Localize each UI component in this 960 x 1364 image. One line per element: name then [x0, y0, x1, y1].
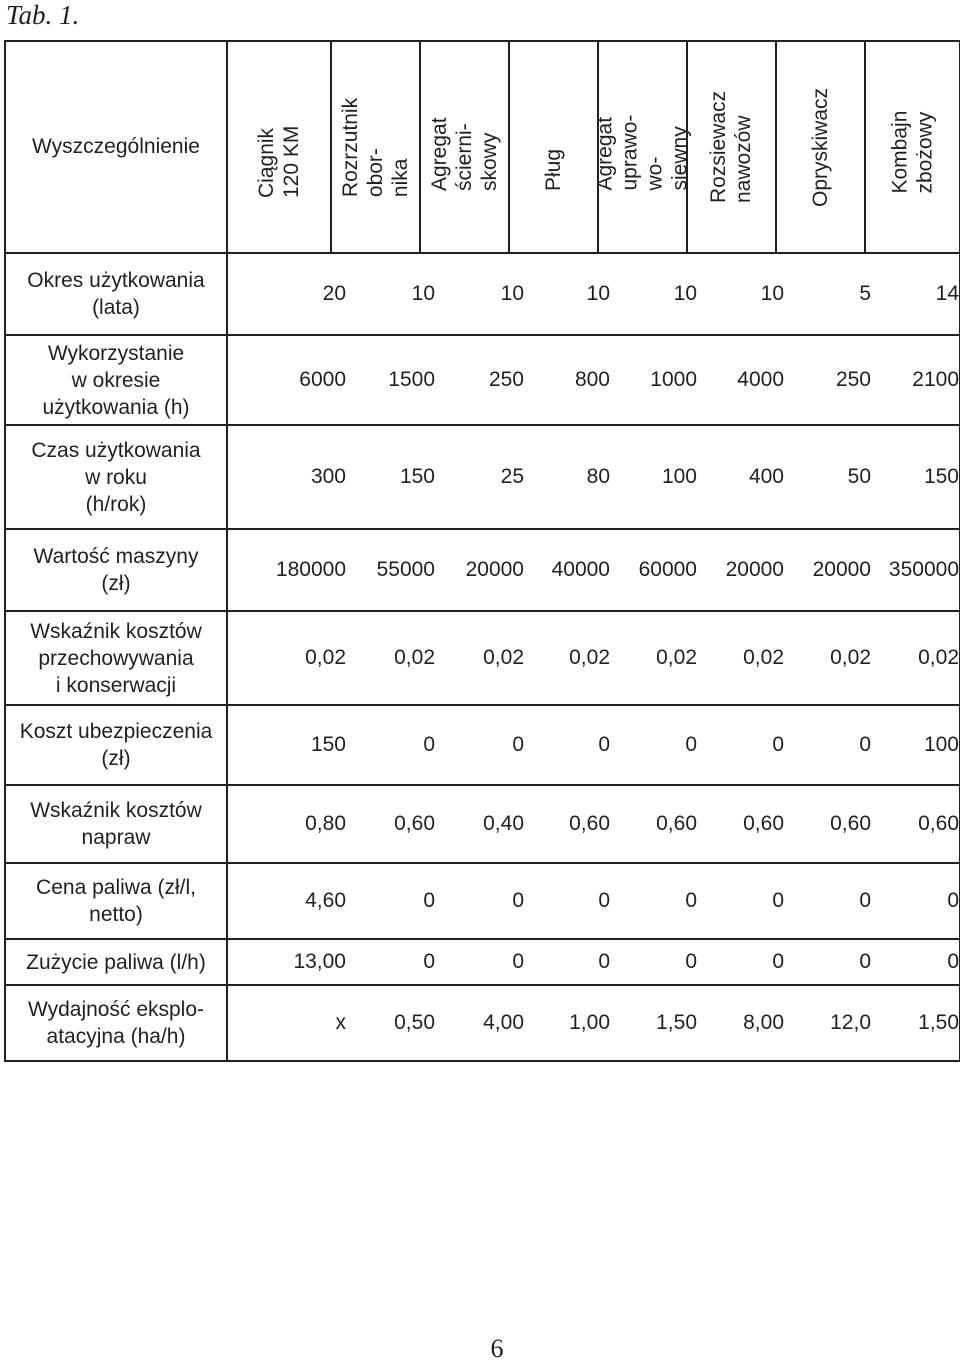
column-header-label: Agregat ścierni- skowy	[428, 116, 501, 191]
table-row	[5, 785, 960, 863]
table-cell: 350000	[888, 558, 959, 581]
table-cell: 100	[661, 465, 697, 488]
table-cell: 0	[423, 889, 435, 912]
table-cell: 0,60	[569, 812, 610, 835]
table-cell: 250	[488, 368, 524, 391]
table-cell: 40000	[551, 558, 610, 581]
table-cell: 0	[947, 950, 959, 973]
table-cell: 300	[310, 465, 346, 488]
table-row	[5, 611, 960, 705]
table-cell: 0,02	[918, 646, 959, 669]
row-label: Koszt ubezpieczenia (zł)	[5, 705, 227, 785]
column-header-label: Pług	[542, 148, 565, 191]
row-values	[227, 863, 960, 939]
table-caption: Tab. 1.	[6, 0, 80, 30]
table-cell: 150	[310, 733, 346, 756]
table-cell: 10	[411, 282, 435, 305]
column-header	[331, 41, 420, 253]
table-cell: 50	[847, 465, 871, 488]
header-corner: Wyszczególnienie	[5, 41, 227, 253]
column-header	[227, 41, 331, 253]
row-label: Wskaźnik kosztów napraw	[5, 785, 227, 863]
table-cell: 20000	[812, 558, 871, 581]
table-cell: x	[335, 1011, 346, 1034]
table-cell: 0	[772, 733, 784, 756]
table-cell: 10	[673, 282, 697, 305]
table-cell: 12,0	[830, 1011, 871, 1034]
table-cell: 20000	[465, 558, 524, 581]
table-cell: 0	[598, 889, 610, 912]
table-row	[5, 425, 960, 529]
table-cell: 0,02	[656, 646, 697, 669]
table-cell: 0	[772, 889, 784, 912]
table-cell: 0	[859, 733, 871, 756]
table-row	[5, 863, 960, 939]
table-cell: 8,00	[743, 1011, 784, 1034]
column-header-label: Agregat uprawo- wo-siewny	[593, 114, 692, 191]
table-cell: 150	[399, 465, 435, 488]
table-cell: 4000	[737, 368, 784, 391]
table-cell: 0,50	[394, 1011, 435, 1034]
table-cell: 20000	[725, 558, 784, 581]
table-cell: 10	[760, 282, 784, 305]
row-label: Okres użytkowania (lata)	[5, 253, 227, 335]
table-row	[5, 253, 960, 335]
column-header	[776, 41, 865, 253]
table-cell: 0	[685, 950, 697, 973]
table-cell: 0	[598, 950, 610, 973]
row-values	[227, 425, 960, 529]
table-cell: 80	[586, 465, 610, 488]
table-row	[5, 985, 960, 1061]
row-values	[227, 335, 960, 425]
data-table	[4, 40, 960, 1062]
table-cell: 25	[500, 465, 524, 488]
table-cell: 5	[859, 282, 871, 305]
table-cell: 800	[574, 368, 610, 391]
column-header-label: Kombajn zbożowy	[888, 110, 937, 194]
page-number: 6	[490, 1334, 504, 1363]
table-cell: 0	[685, 733, 697, 756]
table-cell: 180000	[275, 558, 346, 581]
table-cell: 13,00	[293, 950, 346, 973]
table-cell: 400	[748, 465, 784, 488]
table-cell: 0,02	[743, 646, 784, 669]
row-values	[227, 785, 960, 863]
table-cell: 20	[322, 282, 346, 305]
table-cell: 0	[423, 950, 435, 973]
table-cell: 0,40	[483, 812, 524, 835]
table-cell: 14	[935, 282, 959, 305]
table-cell: 4,60	[305, 889, 346, 912]
row-values	[227, 611, 960, 705]
table-cell: 0,80	[305, 812, 346, 835]
column-header-label: Opryskiwacz	[809, 87, 832, 207]
column-header	[593, 41, 692, 253]
column-header	[865, 41, 960, 253]
row-values	[227, 939, 960, 985]
table-cell: 10	[586, 282, 610, 305]
header-row	[5, 41, 960, 253]
table-cell: 10	[500, 282, 524, 305]
table-cell: 6000	[299, 368, 346, 391]
table-cell: 0	[947, 889, 959, 912]
column-header	[687, 41, 776, 253]
table-cell: 60000	[638, 558, 697, 581]
table-cell: 250	[835, 368, 871, 391]
table-cell: 1000	[650, 368, 697, 391]
table-row	[5, 335, 960, 425]
table-cell: 0,02	[830, 646, 871, 669]
table-cell: 0	[598, 733, 610, 756]
table-cell: 2100	[912, 368, 959, 391]
table-cell: 1,00	[569, 1011, 610, 1034]
table-cell: 4,00	[483, 1011, 524, 1034]
table-cell: 1,50	[918, 1011, 959, 1034]
table-cell: 100	[923, 733, 959, 756]
row-label: Wykorzystanie w okresie użytkowania (h)	[5, 335, 227, 425]
table-cell: 0	[859, 889, 871, 912]
table-cell: 0	[859, 950, 871, 973]
table-cell: 0,02	[569, 646, 610, 669]
row-label: Wskaźnik kosztów przechowywania i konserwacji	[5, 611, 227, 705]
table-cell: 0,60	[830, 812, 871, 835]
table-cell: 0	[772, 950, 784, 973]
table-cell: 0,02	[483, 646, 524, 669]
table-cell: 0	[512, 889, 524, 912]
table-cell: 0	[512, 950, 524, 973]
table-cell: 0,02	[394, 646, 435, 669]
table-cell: 0	[685, 889, 697, 912]
table-cell: 0	[423, 733, 435, 756]
table-cell: 1,50	[656, 1011, 697, 1034]
row-values	[227, 253, 960, 335]
table-row	[5, 939, 960, 985]
row-values	[227, 529, 960, 611]
table-cell: 0,60	[743, 812, 784, 835]
table-cell: 0,02	[305, 646, 346, 669]
row-values	[227, 705, 960, 785]
table-row	[5, 705, 960, 785]
table-cell: 150	[923, 465, 959, 488]
table-cell: 0,60	[656, 812, 697, 835]
table-cell: 0,60	[394, 812, 435, 835]
row-label: Wydajność eksplo- atacyjna (ha/h)	[5, 985, 227, 1061]
table-row	[5, 529, 960, 611]
row-label: Cena paliwa (zł/l, netto)	[5, 863, 227, 939]
row-label: Zużycie paliwa (l/h)	[5, 939, 227, 985]
table-cell: 0	[512, 733, 524, 756]
table-cell: 55000	[376, 558, 435, 581]
row-label: Czas użytkowania w roku (h/rok)	[5, 425, 227, 529]
column-header	[420, 41, 509, 253]
row-values	[227, 985, 960, 1061]
table-cell: 0,60	[918, 812, 959, 835]
column-header-label: Rozsiewacz nawozów	[707, 90, 756, 204]
column-header-label: Rozrzutnik obor- nika	[339, 97, 413, 197]
table-cell: 1500	[388, 368, 435, 391]
column-header-label: Ciągnik 120 KM	[255, 125, 303, 198]
column-header	[509, 41, 598, 253]
row-label: Wartość maszyny (zł)	[5, 529, 227, 611]
